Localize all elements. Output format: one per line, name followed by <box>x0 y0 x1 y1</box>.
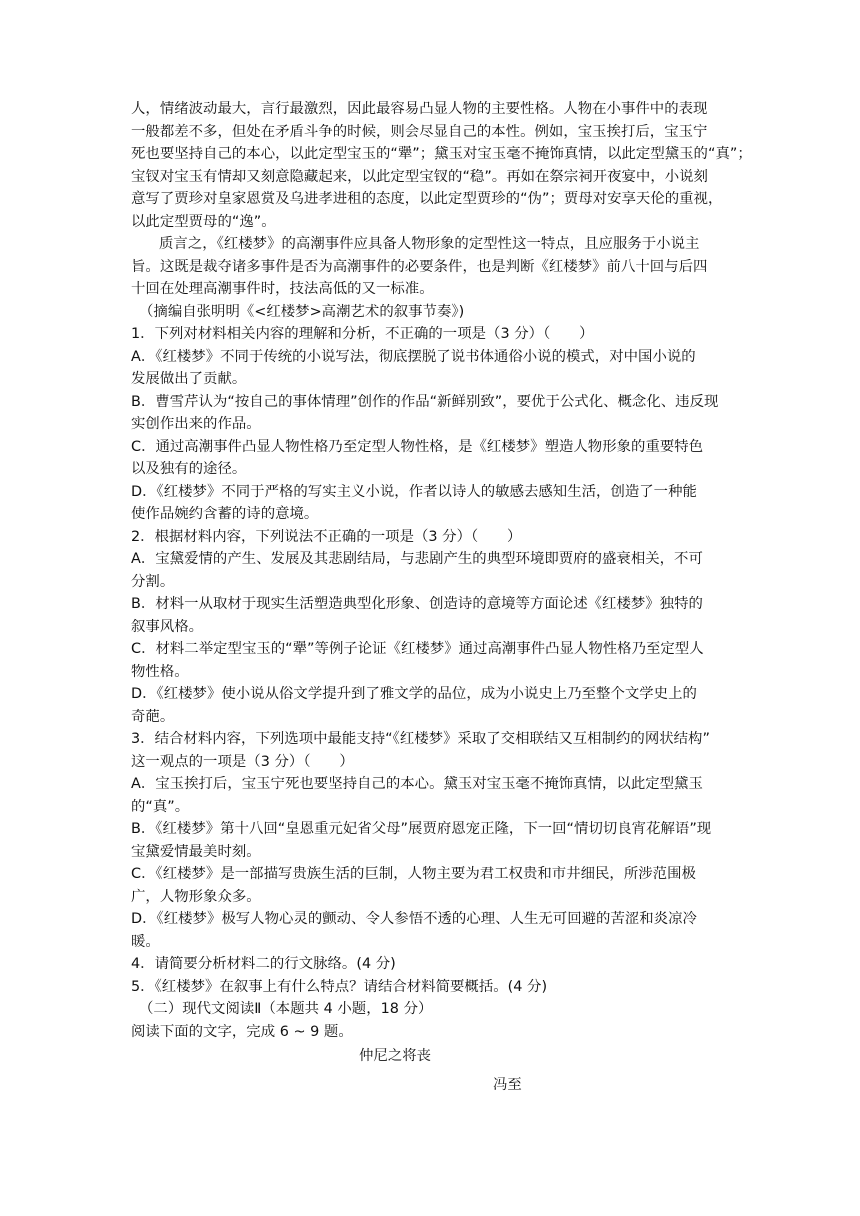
text-line: 一般都差不多，但处在矛盾斗争的时候，则会尽显自己的本性。例如，宝玉挨打后，宝玉宁 <box>131 123 708 140</box>
option-b: B．曹雪芹认为“按自己的事体情理”创作的作品“新鲜别致”，要优于公式化、概念化、违反现 <box>131 393 719 410</box>
option-b-cont: 叙事风格。 <box>131 618 204 635</box>
question-4: 4．请简要分析材料二的行文脉络。(4 分) <box>131 956 396 972</box>
option-b-cont: 宝黛爱情最美时刻。 <box>131 843 261 860</box>
question-stem-cont: 这一观点的一项是（3 分）（ ） <box>131 753 354 770</box>
option-c: C．材料二举定型宝玉的“犟”等例子论证《红楼梦》通过高潮事件凸显人物性格乃至定型人 <box>131 641 704 657</box>
option-c-cont: 广，人物形象众多。 <box>131 888 261 905</box>
option-d: D．《红楼梦》使小说从俗文学提升到了雅文学的品位，成为小说史上乃至整个文学史上的 <box>131 686 697 702</box>
text-line: 十回在处理高潮事件时，技法高低的又一标准。 <box>131 281 434 297</box>
article-author: 冯至 <box>493 1076 522 1093</box>
article-title: 仲尼之将丧 <box>359 1048 432 1064</box>
question-5: 5．《红楼梦》在叙事上有什么特点？请结合材料简要概括。(4 分) <box>131 978 548 995</box>
text-line: 旨。这既是裁夺诸多事件是否为高潮事件的必要条件，也是判断《红楼梦》前八十回与后四 <box>131 258 708 275</box>
text-line: 死也要坚持自己的本心，以此定型宝玉的“犟”；黛玉对宝玉毫不掩饰真情，以此定型黛玉的“真”； <box>131 146 752 162</box>
text-line: 人，情绪波动最大，言行最激烈，因此最容易凸显人物的主要性格。人物在小事件中的表现 <box>131 101 708 117</box>
document-page <box>131 98 752 1096</box>
option-a-cont: 的“真”。 <box>131 798 190 815</box>
option-b-cont: 实创作出来的作品。 <box>131 416 261 432</box>
question-1 <box>131 323 731 526</box>
option-a-cont: 分割。 <box>131 573 175 590</box>
option-b: B．《红楼梦》第十八回“皇恩重元妃省父母”展贾府恩宠正隆，下一回“情切切良宵花解语”现 <box>131 821 712 837</box>
question-stem: 3．结合材料内容，下列选项中最能支持“《红楼梦》采取了交相联结又互相制约的网状结构” <box>131 731 710 747</box>
option-c-cont: 以及独有的途径。 <box>131 461 247 477</box>
option-c: C．通过高潮事件凸显人物性格乃至定型人物性格，是《红楼梦》塑造人物形象的重要特色 <box>131 438 704 455</box>
option-a-cont: 发展做出了贡献。 <box>131 371 247 387</box>
option-a: A．《红楼梦》不同于传统的小说写法，彻底摆脱了说书体通俗小说的模式，对中国小说的 <box>131 348 696 365</box>
instruction: 阅读下面的文字，完成 6 ~ 9 题。 <box>131 1023 353 1040</box>
option-d-cont: 使作品婉约含蓄的诗的意境。 <box>131 506 319 522</box>
option-d: D．《红楼梦》极写人物心灵的颤动、令人参悟不透的心理、人生无可回避的苦涩和炎凉冷 <box>131 911 697 927</box>
option-a: A．宝玉挨打后，宝玉宁死也要坚持自己的本心。黛玉对宝玉毫不掩饰真情，以此定型黛玉 <box>131 776 703 792</box>
question-2 <box>131 526 731 729</box>
section-heading: （二）现代文阅读Ⅱ（本题共 4 小题，18 分） <box>139 1001 433 1017</box>
text-line: 质言之，《红楼梦》的高潮事件应具备人物形象的定型性这一特点，且应服务于小说主 <box>159 236 700 252</box>
paragraph-conclusion <box>131 233 731 301</box>
paragraph-event-character <box>131 98 752 233</box>
option-d-cont: 奇葩。 <box>131 708 175 725</box>
question-3 <box>131 728 731 953</box>
option-c: C．《红楼梦》是一部描写贵族生活的巨制，人物主要为君工权贵和市井细民，所涉范围极 <box>131 866 696 882</box>
text-line: 以此定型贾母的“逸”。 <box>131 213 276 230</box>
option-a: A．宝黛爱情的产生、发展及其悲剧结局，与悲剧产生的典型环境即贾府的盛衰相关，不可 <box>131 551 703 567</box>
option-c-cont: 物性格。 <box>131 663 189 680</box>
text-line: 意写了贾珍对皇家恩赏及乌进孝进租的态度，以此定型贾珍的“伪”；贾母对安享天伦的重视， <box>131 191 723 207</box>
option-d: D．《红楼梦》不同于严格的写实主义小说，作者以诗人的敏感去感知生活，创造了一种能 <box>131 483 697 500</box>
question-stem: 2．根据材料内容，下列说法不正确的一项是（3 分）（ ） <box>131 528 522 545</box>
source-citation: （摘编自张明明《<红楼梦>高潮艺术的叙事节奏》) <box>139 303 465 320</box>
option-b: B．材料一从取材于现实生活塑造典型化形象、创造诗的意境等方面论述《红楼梦》独特的 <box>131 596 703 612</box>
text-line: 宝钗对宝玉有情却又刻意隐藏起来，以此定型宝钗的“稳”。再如在祭宗祠开夜宴中，小说刻 <box>131 168 708 185</box>
question-stem: 1．下列对材料相关内容的理解和分析，不正确的一项是（3 分）（ ） <box>131 326 594 342</box>
option-d-cont: 暖。 <box>131 933 160 950</box>
